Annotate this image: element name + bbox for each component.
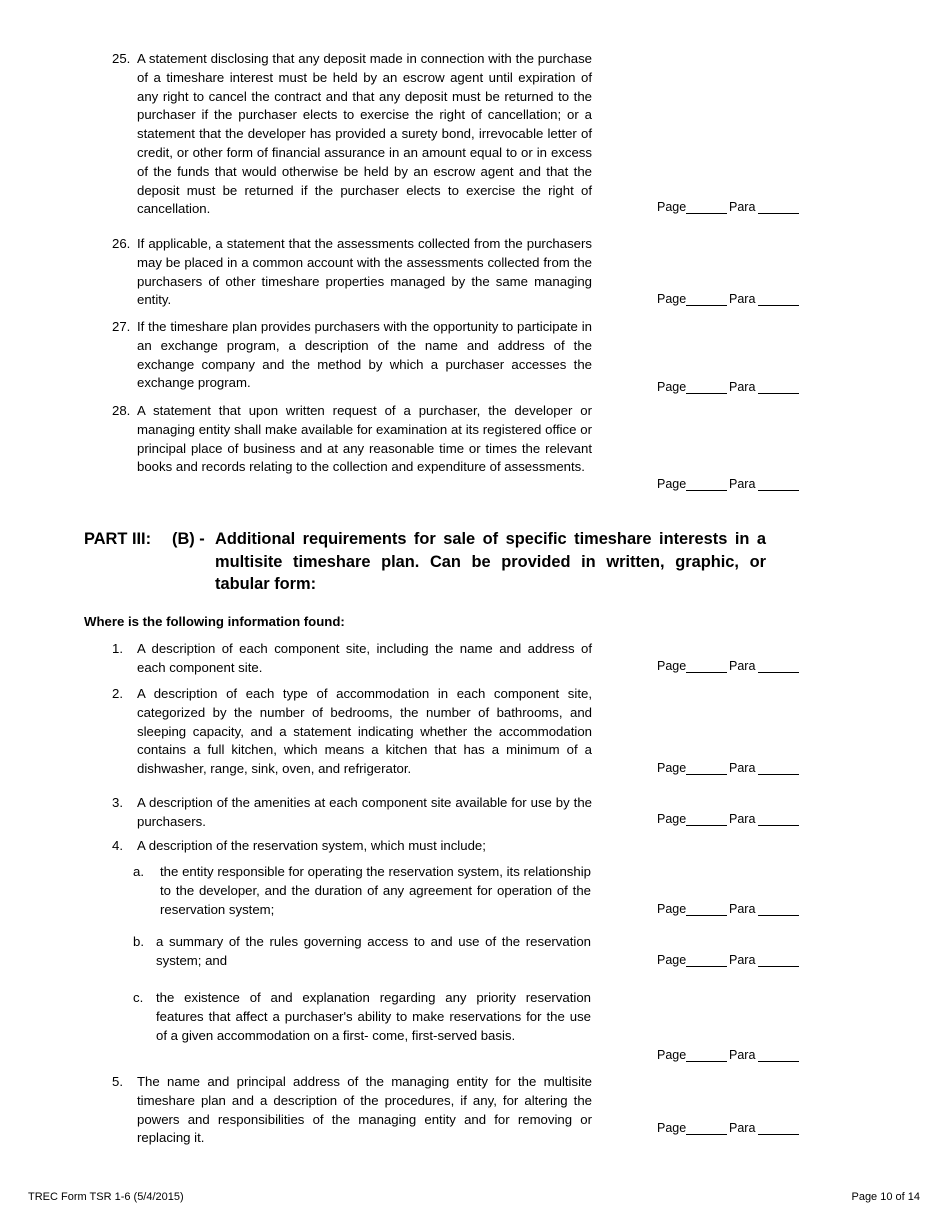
item-text: A description of each component site, including the name and address of each component site. xyxy=(137,641,592,675)
page-blank-field[interactable] xyxy=(686,1134,727,1135)
item-number: 2. xyxy=(112,686,123,701)
page-para-reference xyxy=(657,291,799,307)
page-para-reference xyxy=(657,1047,799,1063)
para-blank-field[interactable] xyxy=(758,966,799,967)
para-blank-field[interactable] xyxy=(758,672,799,673)
para-label: Para xyxy=(729,292,756,306)
page-blank-field[interactable] xyxy=(686,1061,727,1062)
page-para-reference xyxy=(657,379,799,395)
item-number: 5. xyxy=(112,1074,123,1089)
para-blank-field[interactable] xyxy=(758,1134,799,1135)
para-label: Para xyxy=(729,380,756,394)
page-blank-field[interactable] xyxy=(686,305,727,306)
sub-list-item xyxy=(133,863,591,919)
page-blank-field[interactable] xyxy=(686,393,727,394)
page-label: Page xyxy=(657,812,687,826)
page-para-reference xyxy=(657,1120,799,1136)
para-label: Para xyxy=(729,1048,756,1062)
para-blank-field[interactable] xyxy=(758,825,799,826)
page-label: Page xyxy=(657,761,687,775)
item-number: 4. xyxy=(112,838,123,853)
page-label: Page xyxy=(657,953,687,967)
item-text: the entity responsible for operating the reservation system, its relationship to the developer, and the duration of any agreement for operation of the reservation system; xyxy=(160,864,591,917)
para-label: Para xyxy=(729,477,756,491)
item-number: 3. xyxy=(112,795,123,810)
item-number: 27. xyxy=(112,319,131,334)
page-para-reference xyxy=(657,199,799,215)
page-para-reference xyxy=(657,760,799,776)
list-item xyxy=(112,837,592,856)
sub-list-item xyxy=(133,933,591,971)
item-number: 28. xyxy=(112,403,131,418)
page-label: Page xyxy=(657,200,687,214)
para-blank-field[interactable] xyxy=(758,305,799,306)
item-number: 26. xyxy=(112,236,131,251)
part-label: PART III: xyxy=(84,530,152,548)
item-letter: a. xyxy=(133,864,144,879)
page-label: Page xyxy=(657,292,687,306)
page-blank-field[interactable] xyxy=(686,825,727,826)
para-label: Para xyxy=(729,761,756,775)
para-label: Para xyxy=(729,812,756,826)
page-label: Page xyxy=(657,1121,687,1135)
page-blank-field[interactable] xyxy=(686,490,727,491)
page-para-reference xyxy=(657,658,799,674)
item-letter: b. xyxy=(133,934,144,949)
item-number: 25. xyxy=(112,51,131,66)
page-para-reference xyxy=(657,811,799,827)
page-blank-field[interactable] xyxy=(686,672,727,673)
where-found-label: Where is the following information found: xyxy=(84,614,345,629)
section-label: (B) - xyxy=(172,530,205,548)
item-number: 1. xyxy=(112,641,123,656)
item-text: The name and principal address of the managing entity for the multisite timeshare plan and a description of the procedures, if any, for altering the powers and responsibilities of the managing entity and for removing or replacing it. xyxy=(137,1074,592,1146)
page-para-reference xyxy=(657,952,799,968)
page-para-reference xyxy=(657,901,799,917)
para-blank-field[interactable] xyxy=(758,490,799,491)
item-text: the existence of and explanation regarding any priority reservation features that affect a purchaser's ability to make reservations for the use of a given accommodation on a first- come, first-served basis. xyxy=(156,990,591,1043)
para-blank-field[interactable] xyxy=(758,915,799,916)
page-blank-field[interactable] xyxy=(686,213,727,214)
list-item xyxy=(112,318,592,393)
para-label: Para xyxy=(729,659,756,673)
page-label: Page xyxy=(657,380,687,394)
page-blank-field[interactable] xyxy=(686,966,727,967)
item-text: A description of the reservation system, which must include; xyxy=(137,838,486,853)
page-blank-field[interactable] xyxy=(686,915,727,916)
list-item xyxy=(112,235,592,310)
list-item xyxy=(112,640,592,678)
sub-list-item xyxy=(133,989,591,1045)
footer-form-id: TREC Form TSR 1-6 (5/4/2015) xyxy=(28,1191,184,1203)
section-title: Additional requirements for sale of specific timeshare interests in a multisite timeshare plan. Can be provided in written, graphic, or tabular form: xyxy=(215,530,766,593)
footer-page-number: Page 10 of 14 xyxy=(851,1191,920,1203)
para-blank-field[interactable] xyxy=(758,774,799,775)
item-letter: c. xyxy=(133,990,144,1005)
para-blank-field[interactable] xyxy=(758,1061,799,1062)
item-text: A statement that upon written request of a purchaser, the developer or managing entity shall make available for examination at its registered office or principal place of business and at any reasonable time or times the relevant books and records relating to the collection and expenditure of assessments. xyxy=(137,403,592,475)
item-text: a summary of the rules governing access to and use of the reservation system; and xyxy=(156,934,591,968)
para-label: Para xyxy=(729,953,756,967)
item-text: A statement disclosing that any deposit made in connection with the purchase of a timeshare interest must be held by an escrow agent until expiration of any right to cancel the contract and that any deposit must be returned to the purchaser if the purchaser elects to exercise the right of cancellation; or a statement that the developer has provided a surety bond, irrevocable letter of credit, or other form of financial assurance in an amount equal to or in excess of the funds that would otherwise be held by an escrow agent and that the deposit must be returned if the purchaser elects to exercise the right of cancellation. xyxy=(137,51,592,217)
para-blank-field[interactable] xyxy=(758,393,799,394)
list-item xyxy=(112,50,592,219)
page-label: Page xyxy=(657,1048,687,1062)
page-blank-field[interactable] xyxy=(686,774,727,775)
list-item xyxy=(112,685,592,779)
list-item xyxy=(112,1073,592,1148)
list-item xyxy=(112,402,592,477)
item-text: If applicable, a statement that the assessments collected from the purchasers may be placed in a common account with the assessments collected from the purchasers of other timeshare properties managed by the same managing entity. xyxy=(137,236,592,308)
page-label: Page xyxy=(657,659,687,673)
item-text: A description of the amenities at each component site available for use by the purchasers. xyxy=(137,795,592,829)
page-para-reference xyxy=(657,476,799,492)
page-label: Page xyxy=(657,477,687,491)
para-label: Para xyxy=(729,902,756,916)
para-label: Para xyxy=(729,1121,756,1135)
list-item xyxy=(112,794,592,832)
para-blank-field[interactable] xyxy=(758,213,799,214)
para-label: Para xyxy=(729,200,756,214)
item-text: If the timeshare plan provides purchasers with the opportunity to participate in an exchange program, a description of the name and address of the exchange company and the method by which a purchaser accesses the exchange program. xyxy=(137,319,592,391)
page-label: Page xyxy=(657,902,687,916)
item-text: A description of each type of accommodation in each component site, categorized by the number of bedrooms, the number of bathrooms, and sleeping capacity, and a statement indicating whether the accommodation contains a full kitchen, which means a kitchen that has a minimum of a dishwasher, range, sink, oven, and refrigerator. xyxy=(137,686,592,777)
